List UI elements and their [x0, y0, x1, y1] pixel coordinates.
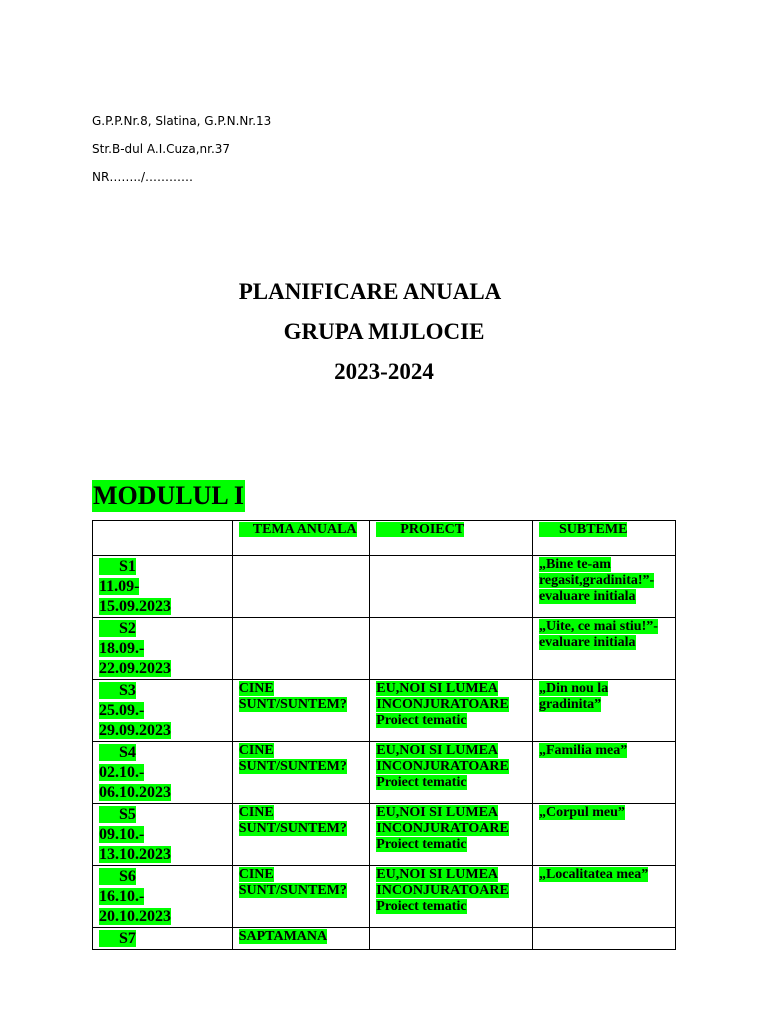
week-number: S7 [99, 930, 136, 947]
planning-table-body [93, 521, 676, 950]
proiect-text: EU,NOI SI LUMEA INCONJURATOARE [376, 743, 509, 774]
header-cell-tema [232, 521, 370, 556]
tema-cell [232, 866, 370, 928]
week-cell [93, 618, 233, 680]
title-line-3: 2023-2024 [334, 359, 434, 384]
subtema-cell [532, 556, 675, 618]
subtema-text: „Din nou la gradinita” [538, 681, 609, 712]
week-number: S2 [99, 620, 136, 637]
proiect-cell [370, 866, 533, 928]
tema-cell [232, 928, 370, 950]
table-header-row [93, 521, 676, 556]
header-tema-label: TEMA ANUALA [239, 522, 357, 537]
header-cell-proiect [370, 521, 533, 556]
proiect-cell [370, 742, 533, 804]
tema-text: SAPTAMANA [238, 929, 328, 944]
week-start-date: 16.10.- [99, 888, 145, 905]
subtema-cell [532, 680, 675, 742]
subtema-cell [532, 866, 675, 928]
proiect-cell [370, 680, 533, 742]
table-row [93, 804, 676, 866]
subtema-cell [532, 928, 675, 950]
subtema-cell [532, 804, 675, 866]
week-end-date: 06.10.2023 [99, 784, 171, 801]
subtema-text: „Familia mea” [538, 743, 628, 758]
week-end-date: 22.09.2023 [99, 660, 171, 677]
header-subteme-label: SUBTEME [539, 522, 627, 537]
week-start-date: 18.09.- [99, 640, 145, 657]
week-cell [93, 742, 233, 804]
proiect-cell [370, 556, 533, 618]
proiect-cell [370, 618, 533, 680]
week-number: S3 [99, 682, 136, 699]
week-cell [93, 556, 233, 618]
week-start-date: 11.09- [99, 578, 140, 595]
week-number: S1 [99, 558, 136, 575]
tema-text: CINE SUNT/SUNTEM? [238, 867, 347, 898]
week-number: S5 [99, 806, 136, 823]
proiect-text: EU,NOI SI LUMEA INCONJURATOARE [376, 867, 509, 898]
proiect-type: Proiect tematic [376, 713, 467, 728]
week-start-date: 09.10.- [99, 826, 145, 843]
table-row [93, 618, 676, 680]
document-title [0, 278, 768, 398]
tema-cell [232, 742, 370, 804]
institution-name: G.P.P.Nr.8, Slatina, G.P.N.Nr.13 [92, 114, 272, 128]
proiect-type: Proiect tematic [376, 775, 467, 790]
tema-cell [232, 680, 370, 742]
proiect-text: EU,NOI SI LUMEA INCONJURATOARE [376, 681, 509, 712]
table-row [93, 680, 676, 742]
table-row [93, 742, 676, 804]
week-end-date: 20.10.2023 [99, 908, 171, 925]
header-proiect-label: PROIECT [376, 522, 464, 537]
title-line-1: PLANIFICARE ANUALA [238, 279, 502, 304]
tema-text: CINE SUNT/SUNTEM? [238, 743, 347, 774]
week-end-date: 29.09.2023 [99, 722, 171, 739]
title-line-2: GRUPA MIJLOCIE [283, 319, 485, 344]
subtema-text: „Bine te-am regasit,gradinita!”-evaluare initiala [538, 557, 655, 604]
week-start-date: 02.10.- [99, 764, 145, 781]
table-row [93, 556, 676, 618]
header-cell-subteme [532, 521, 675, 556]
week-cell [93, 866, 233, 928]
proiect-type: Proiect tematic [376, 899, 467, 914]
proiect-type: Proiect tematic [376, 837, 467, 852]
institution-address: Str.B-dul A.I.Cuza,nr.37 [92, 142, 231, 156]
tema-text: CINE SUNT/SUNTEM? [238, 805, 347, 836]
proiect-cell [370, 928, 533, 950]
tema-text: CINE SUNT/SUNTEM? [238, 681, 347, 712]
subtema-cell [532, 618, 675, 680]
subtema-cell [532, 742, 675, 804]
registration-number: NR……../………… [92, 170, 193, 184]
institution-header [92, 113, 271, 197]
week-start-date: 25.09.- [99, 702, 145, 719]
week-end-date: 13.10.2023 [99, 846, 171, 863]
week-cell [93, 804, 233, 866]
week-number: S6 [99, 868, 136, 885]
subtema-text: „Uite, ce mai stiu!”-evaluare initiala [538, 619, 658, 650]
subtema-text: „Corpul meu” [538, 805, 625, 820]
tema-cell [232, 804, 370, 866]
table-row [93, 866, 676, 928]
week-cell [93, 928, 233, 950]
table-row [93, 928, 676, 950]
module-heading: MODULUL I [93, 481, 244, 510]
subtema-text: „Localitatea mea” [538, 867, 649, 882]
week-end-date: 15.09.2023 [99, 598, 171, 615]
planning-table [92, 520, 676, 950]
header-cell-week [93, 521, 233, 556]
tema-cell [232, 618, 370, 680]
proiect-cell [370, 804, 533, 866]
proiect-text: EU,NOI SI LUMEA INCONJURATOARE [376, 805, 509, 836]
tema-cell [232, 556, 370, 618]
week-cell [93, 680, 233, 742]
week-number: S4 [99, 744, 136, 761]
